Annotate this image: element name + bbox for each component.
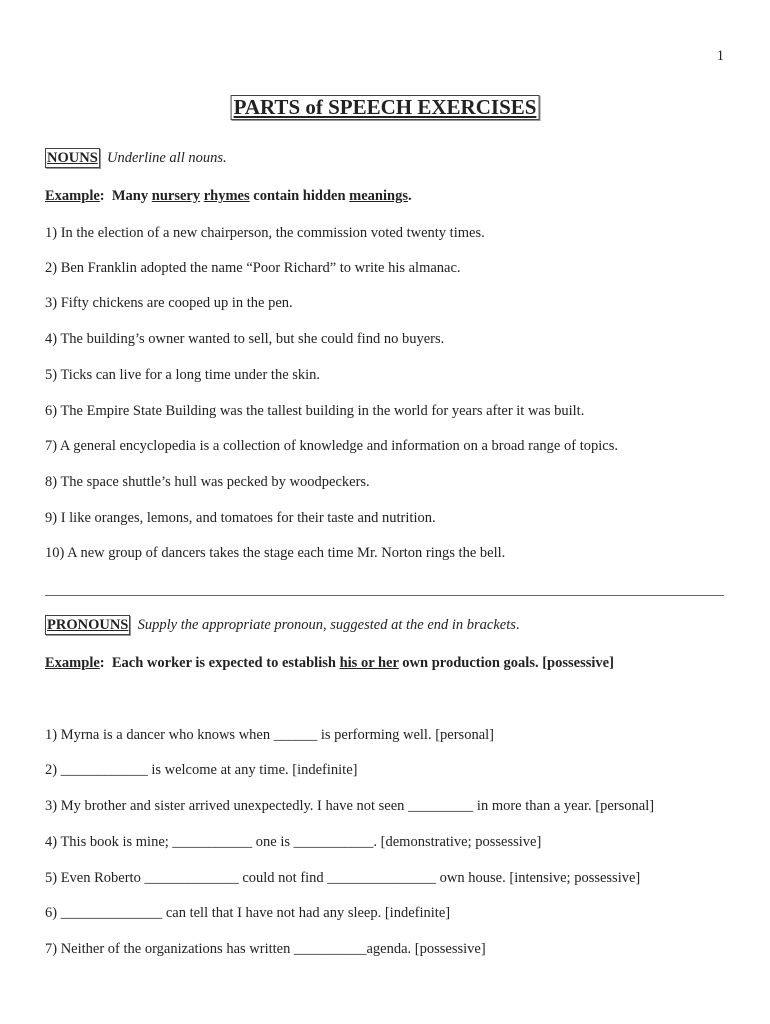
pronouns-example-colon: : [99, 655, 105, 671]
page-title: PARTS of SPEECH EXERCISES [231, 95, 540, 120]
nouns-example-underlined-1: nursery [151, 188, 201, 204]
pronouns-example-text-1: Each worker is expected to establish [111, 655, 340, 671]
nouns-example-underlined-3: meanings [349, 188, 408, 204]
exercise-item: 1) Myrna is a dancer who knows when ______ is performing well. [personal] [45, 727, 494, 743]
nouns-example-underlined-2: rhymes [203, 188, 250, 204]
nouns-example [45, 189, 412, 204]
nouns-instruction: Underline all nouns. [107, 150, 227, 166]
exercise-item: 2) Ben Franklin adopted the name “Poor Richard” to write his almanac. [45, 260, 461, 276]
exercise-item: 7) A general encyclopedia is a collection of knowledge and information on a broad range of topics. [45, 438, 618, 454]
nouns-example-colon: : [99, 188, 105, 204]
exercise-item: 3) Fifty chickens are cooped up in the pen. [45, 295, 293, 311]
exercise-item: 6) ______________ can tell that I have not had any sleep. [indefinite] [45, 905, 451, 921]
pronouns-label: PRONOUNS [47, 617, 129, 633]
pronouns-heading [45, 618, 520, 633]
exercise-item: 6) The Empire State Building was the tallest building in the world for years after it was built. [45, 403, 585, 419]
exercise-item: 5) Even Roberto _____________ could not find _______________ own house. [intensive; possessive] [45, 870, 641, 886]
pronouns-example-text-2: own production goals. [possessive] [398, 655, 614, 671]
nouns-example-text-1: Many [111, 188, 152, 204]
pronouns-instruction-end: . [515, 617, 520, 633]
page-number: 1 [716, 48, 724, 64]
exercise-item: 8) The space shuttle’s hull was pecked by woodpeckers. [45, 474, 370, 490]
nouns-heading [45, 151, 227, 166]
exercise-item: 1) In the election of a new chairperson, the commission voted twenty times. [45, 225, 485, 241]
pronouns-instruction: Supply the appropriate pronoun, suggested at the end in brackets [137, 617, 516, 633]
exercise-item: 2) ____________ is welcome at any time. [indefinite] [45, 762, 358, 778]
exercise-item: 9) I like oranges, lemons, and tomatoes for their taste and nutrition. [45, 510, 436, 526]
exercise-item: 4) The building’s owner wanted to sell, but she could find no buyers. [45, 331, 445, 347]
exercise-item: 10) A new group of dancers takes the stage each time Mr. Norton rings the bell. [45, 545, 506, 561]
nouns-example-text-3: . [408, 188, 412, 204]
nouns-label: NOUNS [47, 150, 98, 166]
exercise-item: 7) Neither of the organizations has written __________agenda. [possessive] [45, 941, 486, 957]
exercise-item: 5) Ticks can live for a long time under the skin. [45, 367, 321, 383]
section-divider [45, 595, 724, 596]
pronouns-example-label: Example [45, 655, 100, 671]
nouns-example-label: Example [45, 188, 100, 204]
nouns-example-text-2: contain hidden [249, 188, 350, 204]
exercise-item: 4) This book is mine; ___________ one is ___________. [demonstrative; possessive] [45, 834, 542, 850]
exercise-item: 3) My brother and sister arrived unexpectedly. I have not seen _________ in more than a year. [personal] [45, 798, 655, 814]
pronouns-example-underlined: his or her [339, 655, 399, 671]
pronouns-example [45, 656, 614, 671]
